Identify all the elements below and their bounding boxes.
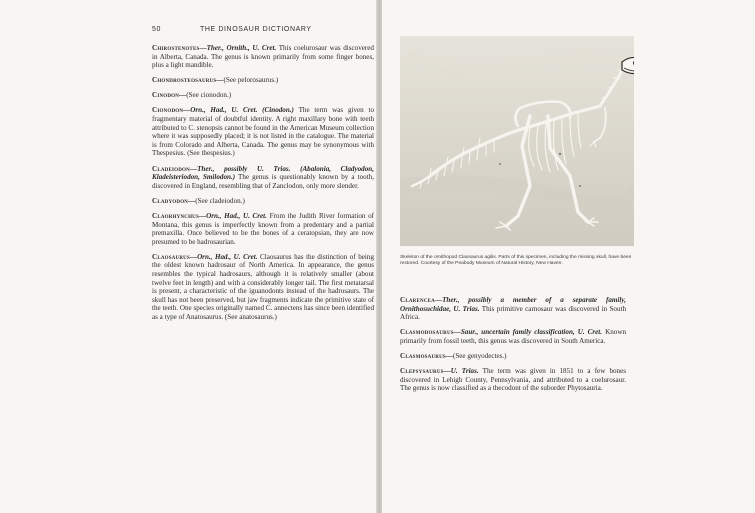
dictionary-entry — [400, 367, 626, 393]
dictionary-entry — [152, 212, 374, 246]
dictionary-entry — [152, 253, 374, 322]
entry-classification: —Saur., uncertain family classification, U. Cret. — [453, 328, 603, 337]
entry-body: From the Judith River formation of Montana, this genus is imperfectly known from a predentary and a partial premaxilla. Once believed to be the bones of a ceratopsian, they are now presumed to be hadrosaurian. — [152, 211, 374, 246]
entry-body: (See cionodon.) — [186, 91, 232, 100]
entry-classification: — — [216, 76, 224, 85]
left-column — [152, 44, 374, 328]
entry-headword: Clarencea — [400, 296, 435, 304]
entry-body: The genus is questionably known by a tooth, discovered in England, resembling that of Zanclodon, only more slender. — [152, 173, 374, 190]
dictionary-entry — [152, 91, 374, 100]
entry-classification: —Ther., possibly a member of a separate family, Ornithosuchidae, U. Trias. — [400, 296, 626, 313]
entry-body: The term was given to fragmentary material of doubtful identity. A right maxillary bone with teeth attributed to C. stenopsis cannot be found in the American Museum collection where it was supposedly placed; it is not listed in the catalogue. The material is from Colorado and Alberta, Canada. The genus may be synonymous with Thespesius. (See thespesius.) — [152, 106, 375, 158]
entry-headword: Claosaurus — [152, 252, 190, 261]
dictionary-entry — [152, 165, 374, 191]
entry-body: Known primarily from fossil teeth, this genus was discovered in South America. — [400, 328, 627, 345]
dictionary-entry — [152, 106, 374, 158]
entry-body: (See cladeiodon.) — [195, 196, 245, 205]
entry-classification: —Ther., possibly U. Trias. (Abalonia, Cladyodon, Kladeisteriodon, Smilodon.) — [152, 164, 374, 182]
entry-classification: — — [188, 196, 196, 205]
entry-classification: —Orn., Had., U. Cret. (Cinodon.) — [183, 106, 294, 115]
entry-body: This coelurosaur was discovered in Alberta, Canada. The genus is known primarily from some finger bones, plus a light mandible. — [152, 44, 374, 70]
dictionary-entry — [400, 352, 626, 361]
entry-headword: Chondrosteosaurus — [152, 76, 217, 85]
entry-body: (See pelorosaurus.) — [223, 76, 279, 85]
right-column — [400, 296, 626, 399]
entry-headword: Claorhynchus — [152, 211, 199, 220]
page-number: 50 — [152, 26, 161, 33]
dictionary-entry — [152, 44, 374, 70]
dictionary-entry — [152, 76, 374, 85]
entry-body: (See genyodectes.) — [452, 351, 507, 360]
entry-headword: Cionodon — [152, 106, 184, 115]
entry-headword: Clasmodosaurus — [400, 328, 454, 337]
entry-classification: — — [179, 91, 187, 100]
entry-body: The term was given in 1851 to a few bones discovered in Lehigh County, Pennsylvania, and attributed to a coelurosaur. The genus is now classified as a thecodont of the suborder Phytosauria. — [400, 367, 626, 393]
entry-headword: Clasmosaurus — [400, 351, 446, 360]
dinosaur-skeleton-illustration — [400, 36, 634, 246]
dictionary-entry — [152, 197, 374, 206]
entry-body: This primitive carnosaur was discovered in South Africa. — [400, 304, 627, 322]
entry-headword: Chirostenotes — [152, 44, 200, 52]
entry-body: Claosaurus has the distinction of being the oldest known hadrosaur of North America. In appearance, the genus resembles the typical hadrosaurs, although it is relatively smaller (about twelve feet in length) and with a considerably longer tail. The first metatarsal is present, a characteristic of the iguanodonts instead of the hadrosaurs. The skull has not been preserved, but jaw fragments indicate the primitive state of the teeth. One species originally named C. annectens has since been identified as a type of Anatosaurus. (See anatosaurus.) — [152, 252, 374, 321]
skeleton-photo — [400, 36, 634, 246]
entry-classification: —Ther., Ornith., U. Cret. — [199, 44, 277, 52]
figure-caption: Skeleton of the ornithopod Claosaurus agilis. Parts of this specimen, including the missing skull, have been restored. Courtesy of the Peabody Museum of Natural History, New Haven. — [400, 254, 632, 266]
dictionary-entry — [400, 296, 626, 322]
entry-headword: Cladeiodon — [152, 164, 190, 173]
entry-headword: Clepsysaurus — [400, 367, 444, 376]
entry-classification: — — [445, 351, 453, 360]
entry-headword: Cladyodon — [152, 196, 189, 205]
entry-classification: —Orn., Had., U. Cret. — [189, 252, 258, 261]
entry-classification: —U. Trias. — [443, 367, 479, 376]
dictionary-entry — [400, 328, 626, 345]
entry-headword: Cinodon — [152, 91, 180, 100]
entry-classification: —Orn., Had., U. Cret. — [198, 211, 267, 220]
running-title: THE DINOSAUR DICTIONARY — [200, 26, 312, 33]
